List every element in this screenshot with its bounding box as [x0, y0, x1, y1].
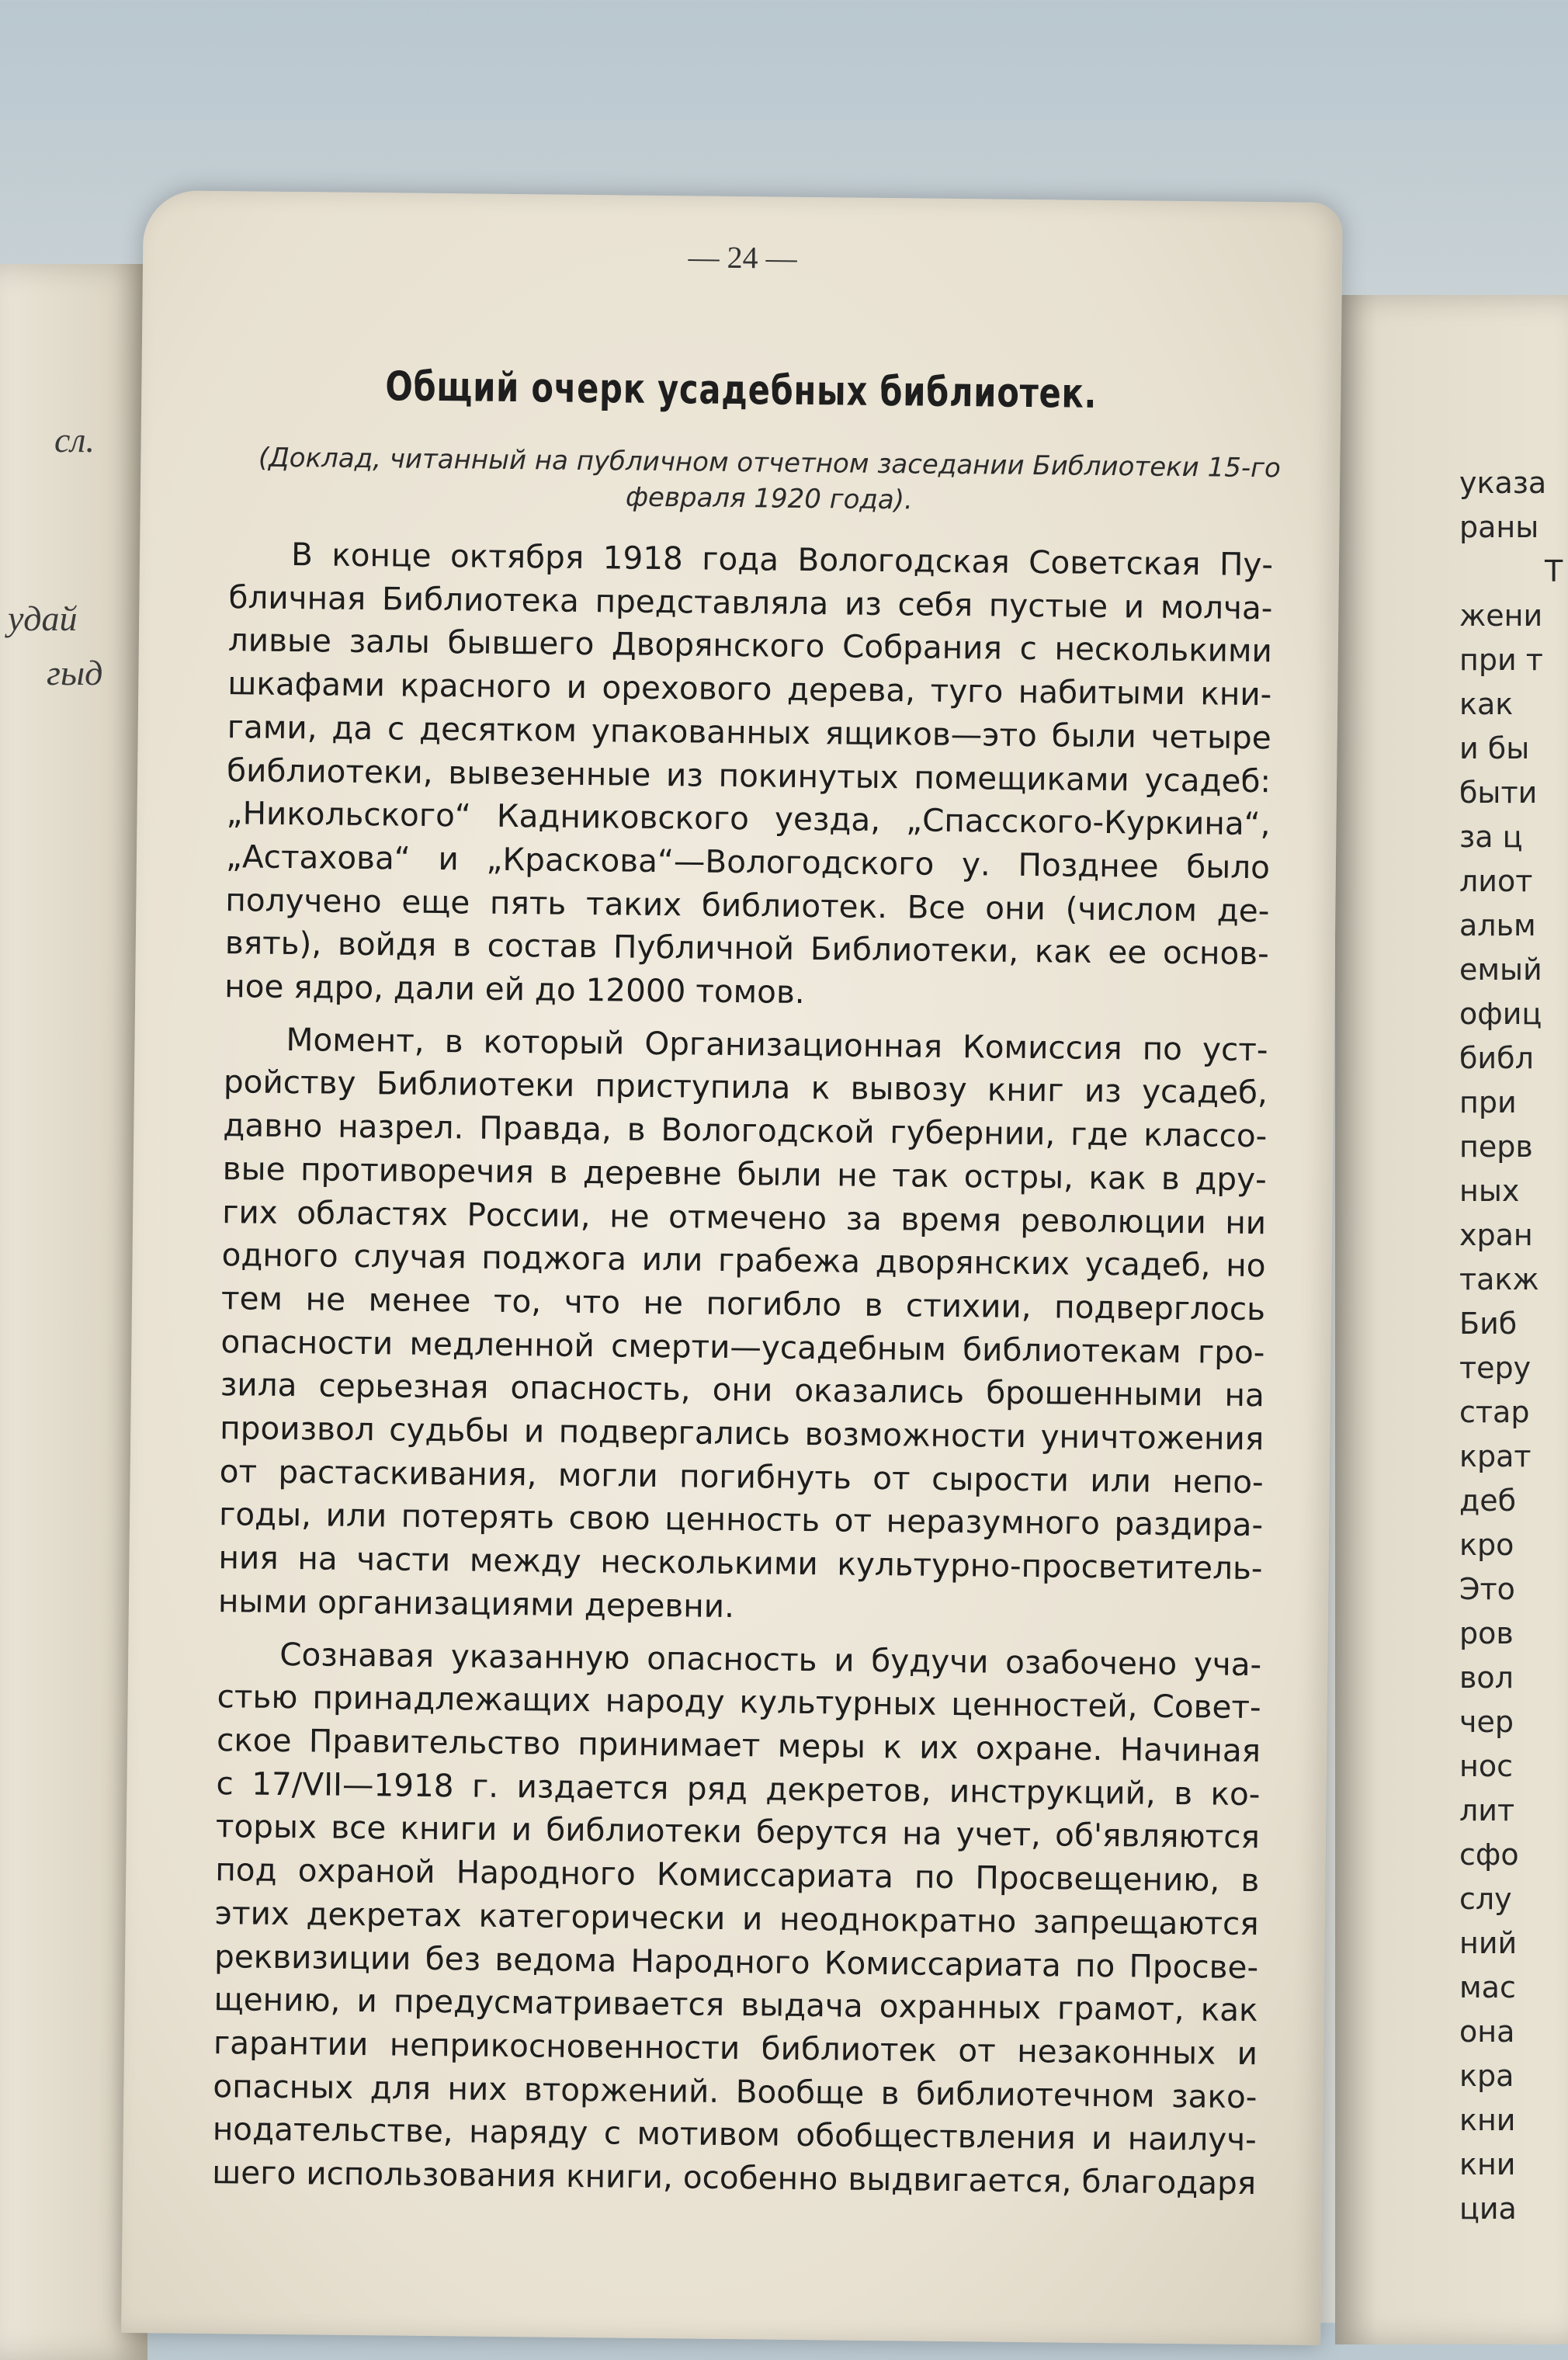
right-page-fragment: указа [1459, 466, 1547, 500]
right-page-fragment: кни [1459, 2147, 1516, 2181]
right-page-fragment: такж [1459, 1262, 1539, 1296]
right-page-fragment: теру [1459, 1351, 1532, 1385]
text-line: ское Правительство принимает меры к их охране. Начиная [216, 1721, 1261, 1770]
right-page-fragment: за ц [1459, 820, 1523, 854]
right-page-fragment: она [1459, 2015, 1515, 2049]
right-page-fragment: как [1459, 687, 1514, 721]
article-subtitle [249, 439, 1290, 522]
right-page-fragment: быти [1459, 776, 1538, 810]
right-page-fragment: перв [1459, 1130, 1533, 1164]
text-line: Момент, в который Организационная Комиссия по уст- [286, 1020, 1268, 1068]
right-page-fragment: ний [1459, 1926, 1518, 1960]
book-page [121, 190, 1343, 2345]
paragraph [212, 1633, 1262, 2206]
right-page-fragment: Это [1459, 1572, 1515, 1606]
text-line: ния на части между несколькими культурно-просветитель- [218, 1539, 1263, 1588]
text-line: ливые залы бывшего Дворянского Собрания с несколькими [227, 621, 1273, 670]
right-page-fragment: лит [1459, 1793, 1515, 1827]
text-line: с 17/VII—1918 г. издается ряд декретов, инструкций, в ко- [216, 1764, 1261, 1813]
subtitle-line: февраля 1920 года). [625, 481, 914, 516]
subtitle-line: (Доклад, читанный на публичном отчетном заседании Библиотеки 15-го [258, 442, 1281, 484]
right-page-fragment: раны [1459, 510, 1539, 544]
text-line: вые противоречия в деревне были не так остры, как в дру- [222, 1149, 1267, 1199]
paragraph [218, 1018, 1268, 1634]
right-page-fragment: и бы [1459, 731, 1530, 765]
right-page-fragment: вол [1459, 1661, 1514, 1695]
right-page-fragment: сфо [1459, 1838, 1519, 1872]
right-page-fragment: слу [1459, 1882, 1512, 1916]
right-page-fragment: альм [1459, 908, 1536, 942]
text-line: зила серьезная опасность, они оказались брошенными на [220, 1366, 1265, 1414]
text-line: Сознавая указанную опасность и будучи озабочено уча- [279, 1635, 1262, 1683]
right-page-fragment: Т [1545, 554, 1563, 588]
text-line: ными организациями деревни. [217, 1581, 735, 1625]
text-line: библиотеки, вывезенные из покинутых помещиками усадеб: [226, 751, 1271, 800]
right-page-fragment: лиот [1459, 864, 1533, 898]
right-page-fragment: жени [1459, 599, 1543, 633]
article-title: Общий очерк усадебных библиотек. [385, 363, 1098, 418]
right-page-fragment: чер [1459, 1705, 1514, 1739]
text-line: вять), войдя в состав Публичной Библиотеки, как ее основ- [224, 924, 1270, 973]
text-line: давно назрел. Правда, в Вологодской губернии, где классо- [223, 1106, 1268, 1155]
text-line: этих декретах категорически и неоднократно запрещаются [214, 1893, 1259, 1942]
text-line: стью принадлежащих народу культурных ценностей, Совет- [217, 1678, 1261, 1727]
text-line: шкафами красного и орехового дерева, туго набитыми кни- [227, 665, 1272, 713]
right-page-fragment: деб [1459, 1484, 1517, 1518]
right-page-fragment: крат [1459, 1439, 1532, 1473]
right-page-fragment: кни [1459, 2103, 1516, 2137]
text-line: щению, и предусматривается выдача охранных грамот, как [213, 1980, 1258, 2029]
margin-mark: сл. [54, 420, 95, 460]
text-line: опасности медленной смерти—усадебным библиотекам гро- [220, 1322, 1265, 1371]
text-line: получено еще пять таких библиотек. Все они (числом де- [225, 880, 1270, 929]
text-line: торых все книги и библиотеки берутся на учет, об'являются [215, 1807, 1261, 1856]
text-line: ройству Библиотеки приступила к вывозу книг из усадеб, [223, 1063, 1268, 1112]
text-line: „Астахова“ и „Краскова“—Вологодского у. Позднее было [225, 838, 1271, 887]
right-page-fragment: ных [1459, 1174, 1520, 1208]
text-line: тем не менее то, что не погибло в стихии, подверглось [220, 1279, 1266, 1328]
text-line: годы, или потерять свою ценность от неразумного раздира- [218, 1495, 1264, 1544]
margin-mark: гыд [47, 653, 103, 692]
right-page-fragment: офиц [1459, 997, 1542, 1031]
text-line: В конце октября 1918 года Вологодская Советская Пу- [290, 536, 1274, 584]
paragraph [224, 533, 1273, 1019]
text-line: шего использования книги, особенно выдвигается, благодаря [212, 2154, 1257, 2202]
right-page-fragment: при [1459, 1085, 1517, 1119]
right-page-fragment: кра [1459, 2059, 1514, 2093]
right-page-fragment: нос [1459, 1749, 1513, 1783]
text-line: одного случая поджога или грабежа дворянских усадеб, но [221, 1236, 1266, 1285]
text-line: „Никольского“ Кадниковского уезда, „Спасского-Куркина“, [226, 794, 1271, 843]
text-line: опасных для них вторжений. Вообще в библиотечном зако- [213, 2067, 1258, 2115]
right-page-fragment: библ [1459, 1041, 1534, 1075]
right-page-fragment: при т [1459, 643, 1543, 677]
text-line: нодательстве, наряду с мотивом обобществления и наилуч- [212, 2110, 1258, 2159]
right-page-fragment: мас [1459, 1970, 1516, 2004]
text-line: гарантии неприкосновенности библиотек от незаконных и [213, 2023, 1258, 2073]
right-page-fragment: ров [1459, 1616, 1514, 1650]
text-line: реквизиции без ведома Народного Комиссариата по Просве- [213, 1937, 1259, 1986]
right-page-fragment: хран [1459, 1218, 1533, 1252]
right-page-fragment: Биб [1459, 1307, 1518, 1341]
text-line: произвол судьбы и подвергались возможности уничтожения [220, 1409, 1264, 1458]
right-page-fragment: циа [1459, 2192, 1517, 2226]
text-line: под охраной Народного Комиссариата по Просвещению, в [215, 1851, 1260, 1900]
right-page-fragment: емый [1459, 953, 1542, 987]
article-body [212, 533, 1273, 2206]
text-line: гами, да с десятком упакованных ящиков—это были четыре [227, 707, 1271, 757]
right-page-fragment: стар [1459, 1395, 1530, 1429]
text-line: бличная Библиотека представляла из себя пустые и молча- [228, 578, 1273, 626]
text-line: гих областях России, не отмечено за время революции ни [221, 1192, 1267, 1241]
text-line: ное ядро, дали ей до 12000 томов. [224, 967, 805, 1012]
margin-mark: удай [8, 599, 78, 638]
page-number: — 24 — [688, 239, 797, 276]
right-page-fragment: кро [1459, 1528, 1514, 1562]
text-line: от растаскивания, могли погибнуть от сырости или непо- [219, 1452, 1264, 1501]
